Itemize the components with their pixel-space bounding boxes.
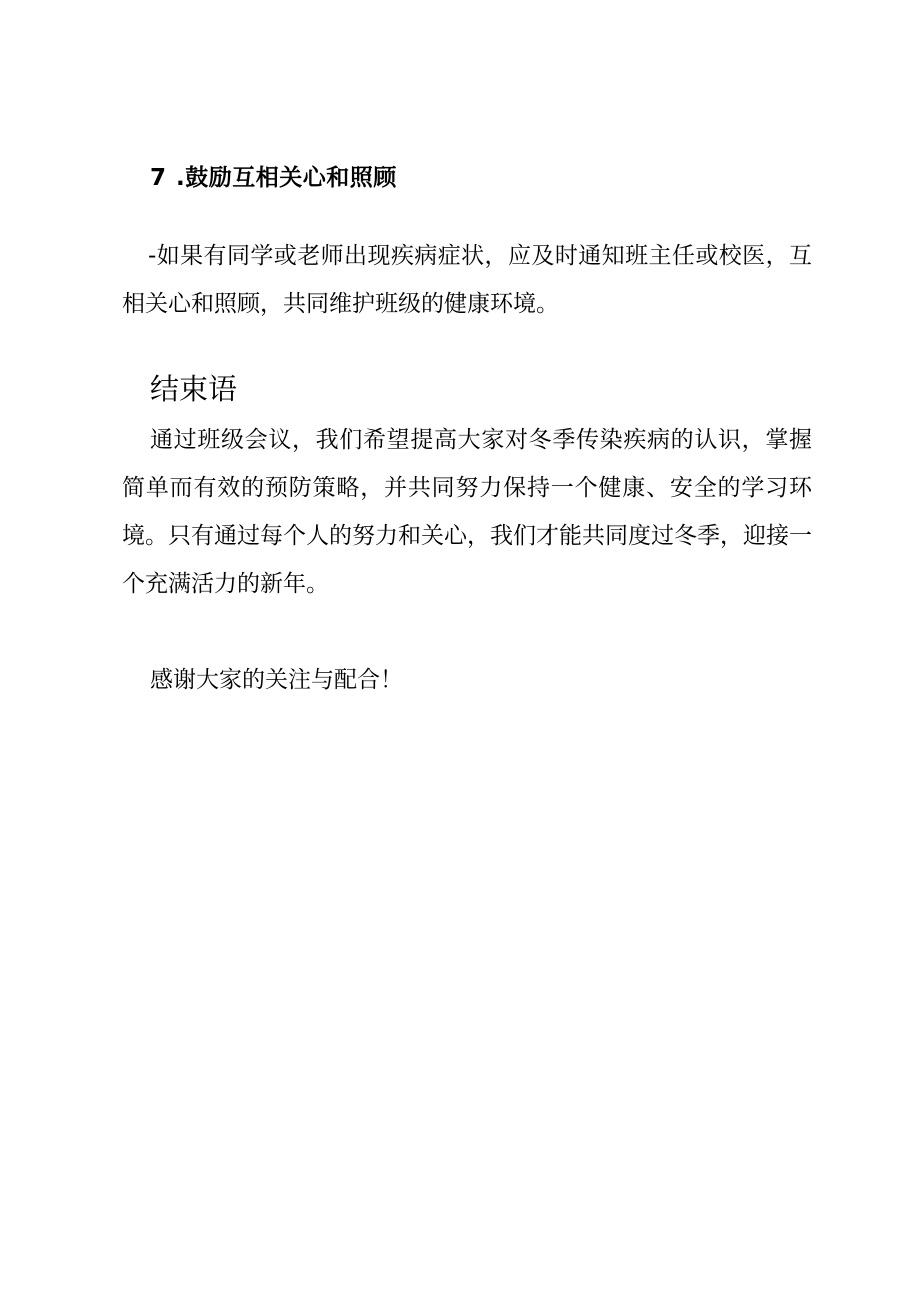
closing-paragraph: 通过班级会议，我们希望提高大家对冬季传染疾病的认识，掌握简单而有效的预防策略，并共同努力保持一个健康、安全的学习环境。只有通过每个人的努力和关心，我们才能共同度过冬季，迎接一个充满活力的新年。 (122, 427, 812, 597)
section-heading (150, 162, 397, 194)
thanks-line: 感谢大家的关注与配合！ (150, 667, 403, 693)
measure-paragraph (122, 232, 812, 328)
section-number: 7 (150, 165, 167, 191)
measure-text: -如果有同学或老师出现疾病症状，应及时通知班主任或校医，互相关心和照顾，共同维护班级的健康环境。 (122, 243, 812, 317)
section-title: .鼓励互相关心和照顾 (176, 165, 397, 191)
closing-heading: 结束语 (150, 372, 238, 406)
